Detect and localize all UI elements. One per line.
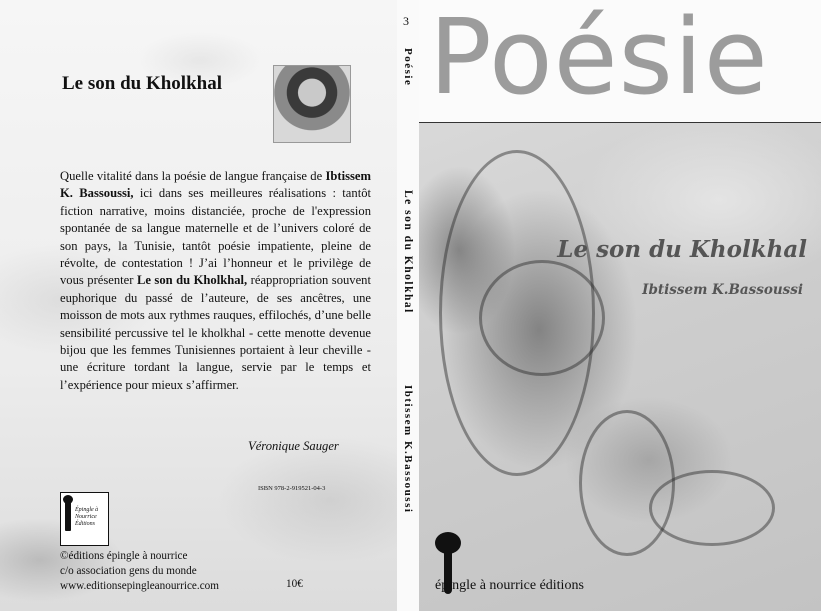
spine-author: Ibtissem K.Bassoussi: [402, 385, 414, 514]
spine-number: 3: [403, 14, 411, 28]
front-cover-author: Ibtissem K.Bassoussi: [642, 282, 803, 298]
front-header-band: [419, 0, 821, 122]
header-divider: [419, 122, 821, 123]
back-cover-title: Le son du Kholkhal: [62, 73, 222, 94]
back-cover: [0, 0, 397, 611]
spine-collection: Poésie: [402, 48, 414, 87]
spine-title: Le son du Kholkhal: [402, 190, 414, 314]
blurb-part-2: ici dans ses meilleures réalisations : tantôt fiction narrative, moins distanciée, proche de l'expression spontanée de sa langue maternelle et de l’univers coloré de son pays, la Tunisie, tantôt poésie impatiente, pleine de révolte, de contestation ! J’ai l’honneur et le privilège de vous présenter: [60, 186, 371, 288]
publisher-logo-text: Épingle à Nourrice Éditions: [75, 507, 99, 527]
blurb-part-3: réappropriation souvent euphorique du passé de l’auteure, de ses ancêtres, une moisson de mots aux rythmes rauques, effilochés, d’une belle sensibilité percussive tel le kholkhal - cette menotte devenue bijou que les femmes Tunisiennes portaient à leur cheville - une écriture tordant la langue, servie par le temps et l’expérience pour mieux s’affirmer.: [60, 273, 371, 392]
front-cover: [419, 0, 821, 611]
cover-art-stroke: [649, 470, 775, 546]
cover-art-stroke: [579, 410, 675, 556]
author-photo: [273, 65, 351, 143]
blurb-signature: Véronique Sauger: [248, 439, 339, 453]
blurb-author-name: Ibtissem K. Bassoussi,: [60, 169, 372, 201]
front-publisher-name: épingle à nourrice éditions: [435, 578, 584, 593]
cover-art-stroke: [479, 260, 605, 376]
front-cover-title: Le son du Kholkhal: [557, 236, 807, 263]
blurb-book-title: Le son du Kholkhal,: [136, 273, 248, 288]
credits-line-2: c/o association gens du monde: [60, 565, 197, 577]
book-spine: [397, 0, 419, 611]
collection-title: Poésie: [429, 0, 769, 118]
safety-pin-stem: [65, 497, 71, 531]
publisher-logo: [60, 492, 109, 546]
credits-website: www.editionsepingleanourrice.com: [60, 580, 219, 592]
back-cover-blurb: [60, 168, 371, 394]
credits-line-1: ©éditions épingle à nourrice: [60, 550, 188, 562]
isbn: ISBN 978-2-919521-04-3: [258, 485, 326, 492]
price: 10€: [286, 578, 303, 590]
blurb-part-1: Quelle vitalité dans la poésie de langue française de: [60, 169, 323, 183]
publisher-credits: [60, 549, 219, 594]
